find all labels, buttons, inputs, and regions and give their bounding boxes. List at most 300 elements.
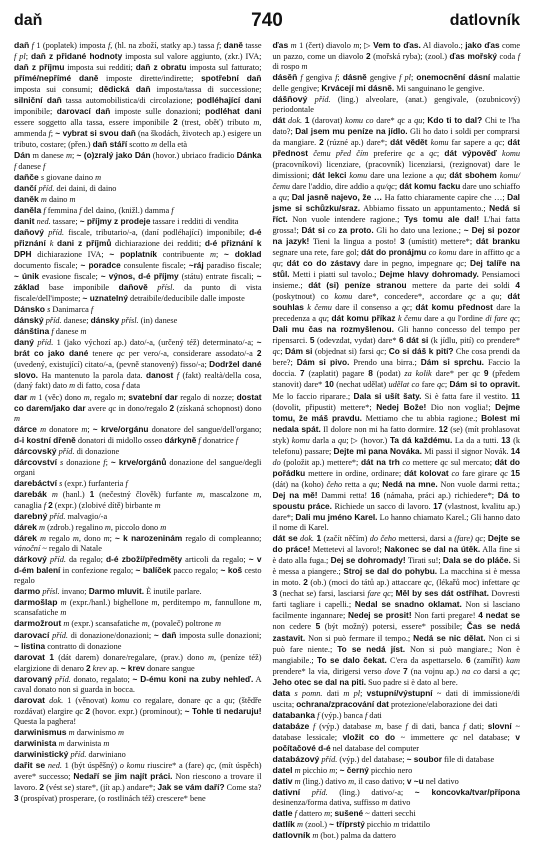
dictionary-entry [14, 392, 262, 424]
entry-text: dattero [296, 809, 325, 819]
entry-text: picchio nero [368, 766, 413, 776]
entry-headword: daň [14, 40, 30, 50]
entry-text: m [39, 523, 46, 533]
entry-text: regalo di compleanno; [182, 534, 262, 544]
entry-text: Si è fatta fare il vestito. [421, 391, 512, 401]
entry-text: (k telefonu) passare; [272, 435, 520, 456]
entry-text: f [43, 205, 46, 215]
entry-text: f pl [14, 52, 26, 62]
entry-text: donatore [46, 424, 82, 434]
entry-text: qu [318, 314, 327, 324]
entry-text: Čas se nedá zastavit. [272, 621, 520, 643]
entry-text: Dio non voglia!; [426, 402, 496, 412]
entry-headword: darmošlap [14, 597, 58, 608]
entry-text: A caval donato non si guarda in bocca. [14, 674, 262, 694]
entry-text: di fatto, cosa [75, 381, 122, 391]
entry-text: dare in affitto [456, 247, 507, 257]
dictionary-entry [273, 776, 521, 787]
entry-text: da regalo; [65, 555, 106, 565]
entry-text: (nechat udělat) [333, 380, 389, 390]
entry-text: onemocnění dásní [416, 72, 491, 83]
entry-text: mettere in ordine, ordinare; [305, 468, 405, 478]
dictionary-entry [14, 150, 262, 171]
entry-text: 2 [365, 51, 371, 62]
entry-text: riuscire* a (fare) [144, 761, 207, 771]
entry-text: (zdrob.) regalino [45, 523, 105, 533]
entry-text: 2 [169, 402, 175, 413]
entry-text: příd. [311, 788, 328, 798]
entry-text: ~ datteri secchi [363, 809, 416, 819]
entry-text: příd. [37, 338, 54, 348]
entry-text: qc [204, 695, 213, 705]
entry-text: Dodržel dané slovo. [14, 359, 262, 381]
entry-text: Dej na mě! [272, 489, 318, 500]
entry-text: Non riescono a trovare il lavoro. [14, 772, 262, 793]
entry-text: f pl [399, 73, 411, 83]
entry-text: Ta dá každému. [389, 434, 453, 445]
entry-text: qc [509, 666, 518, 676]
entry-text: dok. [49, 695, 64, 705]
entry-text: (výp.) database [315, 721, 376, 731]
entry-text: k čemu [398, 314, 422, 324]
entry-text: contribuente [157, 249, 210, 259]
entry-text: f [198, 435, 201, 445]
entry-text: f [107, 41, 111, 50]
entry-text: l'ordine [455, 314, 486, 324]
entry-text: za proto. [338, 224, 374, 235]
entry-text: ~ráj [188, 259, 204, 270]
entry-text: s [47, 305, 51, 315]
dictionary-entry [14, 478, 262, 489]
entry-text: ; [436, 149, 445, 159]
entry-text: (fakt) realtà/della cosa, (daný fakt) dato [14, 371, 262, 391]
entry-text: m [294, 777, 301, 787]
entry-text: Dejte se do práce! [272, 533, 520, 555]
entry-text: qu [278, 192, 287, 202]
entry-text: dát komu příkaz [331, 313, 396, 324]
entry-text: f [79, 205, 82, 215]
entry-text: vložit co do [342, 731, 396, 742]
dictionary-entry [14, 749, 262, 760]
entry-text: jako ďas [465, 40, 500, 50]
entry-text: d-é přiznání k DPH [14, 237, 262, 259]
entry-text: ~ krve/orgánů [110, 456, 167, 467]
entry-text: m [381, 798, 388, 808]
entry-text: ; ▷ [359, 41, 374, 50]
entry-text: příd. [48, 227, 65, 237]
dictionary-entry [14, 40, 262, 150]
entry-text: m [104, 523, 111, 533]
entry-text: v ~u [406, 776, 424, 787]
entry-text: Dám si [285, 346, 313, 357]
entry-text: qu/qc [376, 181, 395, 191]
entry-text: (umístit) mettere*; [404, 236, 476, 246]
entry-text: Nedá se nic dělat. [413, 632, 486, 643]
running-header [14, 12, 520, 34]
entry-text: malvagio/-a [65, 512, 108, 522]
entry-text: qu [447, 314, 456, 324]
entry-text: ; [286, 192, 292, 202]
entry-text: m [196, 489, 203, 499]
entry-text: 5 [309, 335, 315, 346]
entry-text: di rospo [272, 62, 302, 72]
entry-text: dare il consenso a [331, 303, 402, 313]
last-headword: datlovník [449, 12, 520, 29]
entry-text: fiscale, tributario/-a, (daní podléhající) imponibile; [64, 227, 250, 237]
entry-text: f [43, 500, 47, 510]
entry-text: f [216, 41, 219, 50]
entry-text: darwiniano [86, 750, 126, 760]
entry-text: (in) danese [138, 316, 178, 326]
entry-headword: darmo [14, 586, 41, 597]
entry-text: preferire [368, 149, 408, 159]
entry-text: ~ regalo di Natale [40, 544, 102, 554]
entry-text: ; [499, 292, 508, 302]
dictionary-entry [273, 830, 521, 841]
entry-text: (zaplatit) pagare [304, 369, 369, 379]
entry-text: qu [435, 170, 445, 180]
entry-headword: dášňový [272, 94, 308, 105]
entry-text: Non si lasciano facilmente ingannare; [272, 600, 520, 621]
entry-text: per vero/-a, considerare assodato/-a [124, 349, 257, 359]
entry-text: imposta/tassa di successione; [150, 85, 262, 95]
entry-text: darla a [309, 435, 338, 445]
entry-headword: datlovník [272, 830, 311, 841]
entry-text: Danimarca [50, 305, 91, 315]
entry-text: m [63, 619, 70, 629]
entry-text: (ling.) dativo [300, 777, 349, 787]
entry-text: co [327, 225, 339, 235]
entry-headword: darebáctví [14, 477, 57, 488]
entry-text: (k jídlu, pití) co prendere* [428, 336, 521, 346]
entry-text: Non si può fermare il tempo.; [305, 633, 414, 643]
entry-text: qc [376, 347, 385, 357]
entry-text: ; ▷ (hovor.) [346, 435, 390, 445]
entry-text: dati [367, 710, 382, 720]
entry-text: Si è messa a piangere.; [272, 556, 520, 577]
entry-text: qc [449, 732, 458, 742]
entry-text: Ha fatto chiaramente capire che …; [382, 192, 508, 202]
entry-text: ; [444, 380, 450, 390]
entry-text: ~ výnos, d-é příjmy [100, 270, 179, 281]
entry-text: přísl. [42, 587, 60, 597]
entry-text: ~ listina [14, 640, 46, 651]
entry-text: f [463, 721, 466, 731]
entry-text: cesto regalo [14, 566, 262, 586]
entry-text: mettere da parte dei soldi [406, 281, 516, 291]
entry-text: Me lo faccio riparare.; [272, 391, 354, 401]
entry-text: imposta sul fatturato; [186, 63, 262, 73]
entry-text: dát (si) peníze stranou [308, 280, 407, 291]
entry-text: sušené [334, 808, 364, 819]
entry-text: komu [291, 435, 310, 445]
entry-text: ~ dati di immissione/di uscita; [272, 688, 520, 709]
entry-text: a [405, 116, 415, 126]
dictionary-entry [14, 760, 262, 804]
entry-text: (výp.) del database; [337, 755, 407, 765]
entry-text: dát si [406, 335, 429, 346]
entry-text: Abbiamo fissato un appuntamento.; [360, 203, 490, 213]
entry-text: documento fiscale; [14, 260, 81, 270]
entry-text: qc [468, 292, 476, 302]
entry-headword: databázový [272, 754, 320, 765]
entry-text: m [151, 598, 158, 608]
entry-text: , (mít úspěch) avere* successo; [14, 761, 262, 782]
entry-text: di donazione/donazioni; [67, 630, 154, 640]
entry-text: , canaglia [14, 489, 262, 510]
entry-text: ~ (o)zralý jako Dán [76, 150, 151, 161]
entry-headword: darwinista [14, 738, 57, 748]
entry-text: ; [218, 41, 224, 50]
entry-text: dare a [421, 314, 448, 324]
entry-text: dát kolovat [404, 467, 449, 478]
entry-text: f [125, 478, 128, 488]
dictionary-entry [14, 227, 262, 304]
entry-text: spotřební daň [201, 73, 262, 84]
entry-text: komu [349, 170, 368, 180]
entry-text: qc [440, 457, 449, 467]
entry-text: , il caso dativo; [354, 777, 407, 787]
entry-text: vánoční [14, 544, 41, 554]
entry-text: Non si può mangiare.; Non è mangiabile.; [272, 644, 520, 665]
entry-text: ~ database lessicale; [272, 721, 520, 742]
entry-text: (hovor.) ubriaco fradicio [150, 151, 237, 161]
entry-text: tenere [88, 349, 117, 359]
entry-text: 1 (být úspěšný) [61, 761, 120, 771]
entry-text: ~ brát co jako dané [14, 337, 262, 359]
entry-text: qc [437, 380, 445, 390]
dictionary-entry [273, 819, 521, 830]
entry-text: ; [483, 534, 488, 544]
entry-text: Nedej se prosit! [348, 610, 412, 621]
entry-text: picchio [300, 766, 330, 776]
dictionary-entry [273, 765, 521, 776]
entry-text: m [209, 249, 216, 259]
entry-text: (objednat si) farsi [312, 347, 377, 357]
entry-text: m [40, 534, 46, 544]
entry-text: ; [409, 303, 416, 313]
entry-text: Nedal se snadno oklamat. [354, 599, 462, 610]
entry-text: dare uno schiaffo a [272, 181, 520, 202]
entry-text: (odevzdat, vydat) dare* [314, 336, 399, 346]
entry-headword: datlík [272, 819, 295, 830]
entry-text: ~ koncovka/tvar/přípona [414, 787, 520, 798]
entry-text: m [253, 598, 260, 608]
entry-text: ; [360, 688, 367, 698]
entry-text: daňově [118, 282, 148, 293]
entry-text: d-é zboží/předměty [105, 554, 183, 565]
entry-text: do [272, 457, 281, 467]
entry-text: , perditempo [157, 598, 204, 608]
entry-headword: dativ [272, 776, 293, 787]
entry-text: ~ krev [120, 662, 145, 673]
dictionary-entry [273, 72, 521, 94]
entry-text: (se) (mít prohlasovat styk) [272, 424, 520, 445]
entry-text: data [124, 381, 141, 391]
entry-text: f [171, 205, 174, 215]
entry-text: ; [326, 314, 332, 324]
entry-text: qc [401, 303, 410, 313]
entry-text: f [405, 721, 408, 731]
entry-text: danese; [61, 316, 91, 326]
entry-text: ned. [47, 761, 62, 771]
dictionary-entry [14, 489, 262, 511]
entry-text: Alla fine si è dato alla fuga.; [272, 545, 520, 566]
entry-text: qc [500, 468, 508, 478]
entry-text: m [68, 727, 75, 737]
entry-text: qc [407, 149, 416, 159]
dictionary-entry [14, 511, 262, 522]
entry-text: consulente fiscale; [120, 260, 189, 270]
entry-headword: darmožrout [14, 618, 62, 629]
entry-text: ~ Tohle ti nedaruju! [184, 705, 262, 716]
entry-text: m [253, 118, 260, 128]
entry-text: qu [272, 258, 281, 268]
entry-text: Ha mantenuto la parola data. [37, 371, 147, 381]
entry-text: Al diavolo.; [420, 41, 466, 50]
dictionary-entry [14, 446, 262, 457]
entry-text: To se dalo čekat. [317, 654, 387, 665]
entry-text: ~ tříprstý [329, 819, 365, 830]
entry-text: m [151, 140, 158, 150]
entry-text: Dala si ušít šaty. [353, 390, 422, 401]
entry-text: (na škodách, životech ap.) esigere un tributo, costare; (přen.) [14, 129, 262, 150]
entry-text: donatori di midollo osseo [75, 435, 165, 445]
entry-text: (trest, oběť) tributo [177, 118, 254, 128]
entry-text: (námaha, práci ap.) richiedere*; [380, 490, 498, 500]
entry-text: ap. [106, 663, 121, 673]
entry-text [148, 283, 158, 292]
entry-text: Měl by ses dát ostříhat. [395, 588, 489, 599]
entry-text: Dej se dohromady! [330, 555, 406, 566]
entry-text: (položit ap.) mettere*; [280, 457, 361, 467]
entry-text: m pl [343, 688, 361, 698]
entry-text: evasione fiscale; [39, 271, 101, 281]
entry-text: ; [444, 170, 450, 180]
entry-text: , (peníze též) elargizione di denaro [14, 652, 262, 673]
entry-text: (expr.) scansafatiche [69, 619, 142, 629]
entry-text: (podat) [372, 369, 405, 379]
entry-text: dare l'addio, dire addio a [290, 181, 377, 191]
entry-text: coda [497, 52, 518, 62]
entry-text: m [81, 424, 88, 434]
entry-text: non cedere [272, 622, 316, 632]
entry-text: dát co do zástavy [286, 257, 361, 268]
dictionary-entry [14, 205, 262, 216]
entry-text: příd. [70, 750, 87, 760]
entry-text: s [40, 172, 45, 182]
entry-text: ; [464, 258, 470, 268]
entry-text: ; [337, 73, 343, 83]
entry-text: Suo padre si è dato al bere. [366, 677, 458, 687]
entry-text: segnare una rete, fare gol; [272, 247, 362, 257]
entry-text: darovací daň [56, 106, 111, 117]
entry-text: daň z obratu [135, 62, 187, 73]
entry-text: fare qc [367, 589, 391, 599]
entry-text: (mořská ryba); (zool.) [370, 52, 450, 62]
entry-text: donazione [63, 457, 104, 467]
entry-text: To se nedá jíst. [337, 643, 406, 654]
entry-text: dát do pronájmu [361, 246, 427, 257]
entry-text: f [121, 381, 125, 391]
entry-text: ; (štědře rozdávat) elargire [14, 695, 262, 716]
entry-headword: darwinistický [14, 749, 69, 760]
entry-text: (zool.) [303, 820, 330, 830]
dictionary-entry [14, 457, 262, 478]
entry-text: ~ balíček [135, 565, 172, 576]
entry-text: sul mercato; [448, 457, 495, 467]
entry-text: dát vědět [390, 137, 431, 148]
entry-text: Dám si pivo. [296, 357, 350, 368]
entry-text: Dejme tomu, že máš pravdu. [272, 401, 521, 423]
entry-text: Kdo ti to dal? [427, 115, 486, 126]
entry-text: ~ krve/orgánu [92, 423, 149, 434]
dictionary-entry [273, 533, 521, 688]
entry-text: regalo di nozze; [177, 392, 237, 402]
entry-text: (expr.) (zlobivé dítě) birbante [52, 500, 155, 510]
entry-text: m [141, 619, 148, 629]
entry-text: m [40, 194, 47, 204]
entry-text: Tieni la lingua a posto! [309, 236, 401, 246]
entry-text: m [393, 820, 400, 830]
entry-text: Dejte mi pana Nováka. [333, 445, 422, 456]
entry-text: mettere [410, 457, 441, 467]
entry-text: f [43, 161, 46, 171]
entry-text: (fare) [454, 534, 473, 544]
entry-headword: dárcovství [14, 456, 57, 467]
entry-text: Metti i piatti sul tavolo.; [289, 269, 380, 279]
entry-text: 11 [511, 390, 521, 401]
entry-text: Dejme hlavy dohromady. [379, 268, 479, 279]
entry-headword: dativní [272, 787, 301, 798]
entry-text: m [103, 739, 110, 748]
entry-text: m [290, 41, 297, 50]
entry-text: ~ únik [14, 270, 40, 281]
entry-text: Che cosa prendi da bere?; [272, 347, 520, 368]
entry-text: f [90, 305, 94, 315]
entry-text: Questa la paghera! [14, 716, 77, 726]
entry-text: 2 [85, 705, 90, 716]
entry-text: qc [506, 247, 515, 257]
first-headword: daň [14, 12, 43, 29]
dictionary-entry [14, 194, 262, 205]
entry-text: f [335, 73, 338, 83]
entry-text: m [253, 489, 260, 499]
entry-text: m [40, 424, 47, 434]
entry-text: Come sta? [224, 783, 262, 793]
entry-text: donatrice [200, 435, 236, 445]
entry-text: (začít něčím) [321, 534, 370, 544]
entry-text: 3 [272, 588, 278, 599]
entry-text: f [51, 327, 54, 337]
entry-text: Non ci si può fare niente.; [272, 633, 520, 654]
entry-text: 5 [315, 621, 321, 632]
entry-text: Dám si to opravit. [449, 379, 521, 390]
entry-text: qc [75, 706, 84, 716]
entry-text: (darovat) [309, 116, 346, 126]
entry-text: tridattilo [399, 820, 431, 830]
entry-text: Vem to ďas. [373, 40, 421, 50]
entry-headword: daňový [14, 226, 45, 237]
entry-text: Tirati su!; [405, 556, 443, 566]
entry-text: komu [334, 292, 353, 302]
entry-text: přísl. [157, 283, 175, 293]
entry-text: (poskytnout) co [272, 292, 335, 302]
dictionary-entry [14, 586, 262, 597]
entry-text: 2 [319, 137, 324, 148]
entry-text: Dám si sprchu. [420, 357, 484, 368]
entry-text: příd. [50, 555, 66, 565]
